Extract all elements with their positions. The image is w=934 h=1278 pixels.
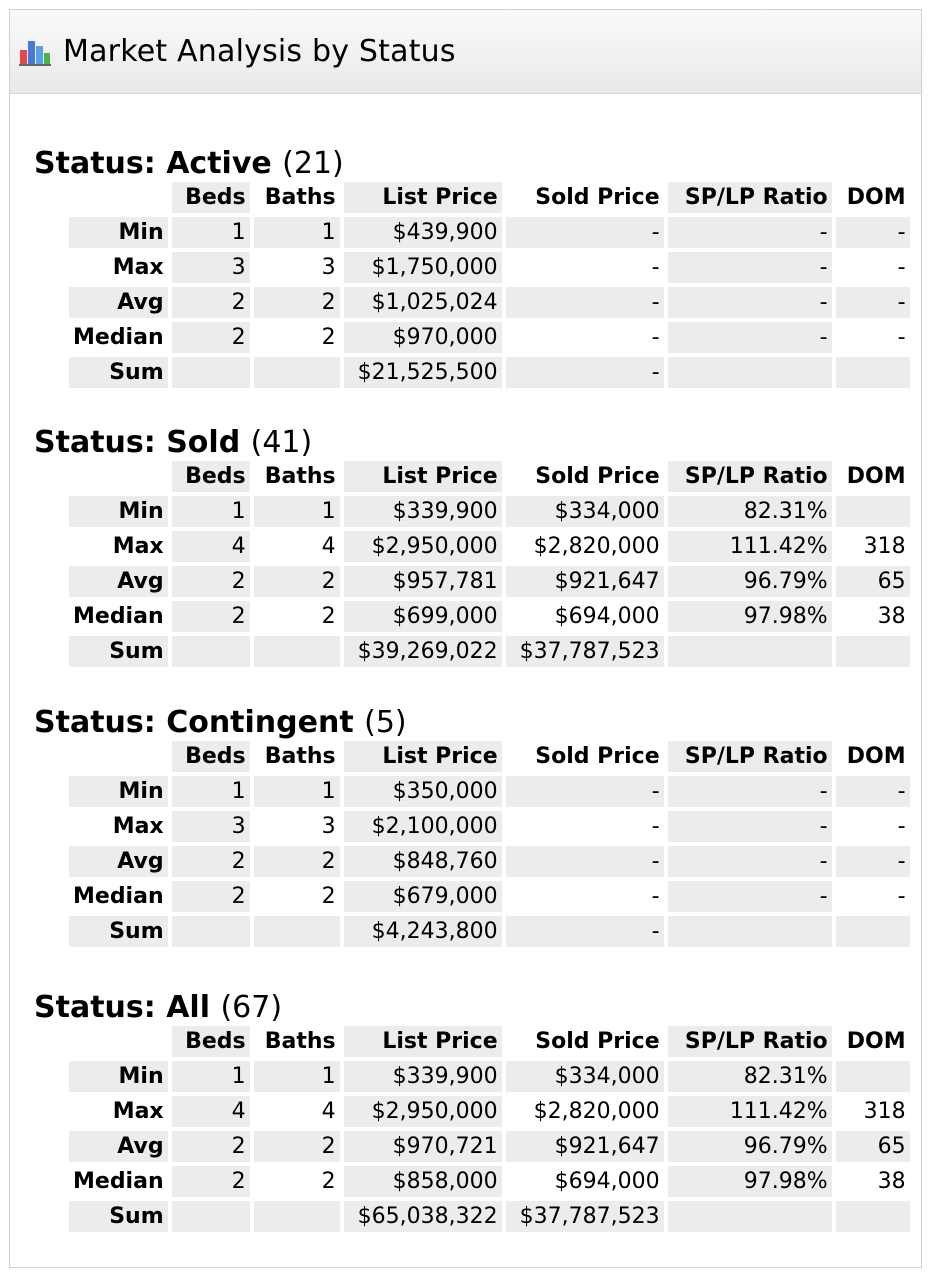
col-header-sold-price: Sold Price [535, 744, 660, 769]
cell-beds: 2 [172, 1131, 250, 1162]
row-label: Median [73, 325, 164, 350]
cell-baths: 2 [254, 287, 340, 318]
row-label: Avg [69, 1131, 168, 1162]
cell-list-price: $21,525,500 [344, 357, 502, 388]
cell-sold-price: $694,000 [554, 604, 660, 629]
table-row [69, 322, 910, 353]
cell-sp-lp-ratio: 82.31% [668, 1061, 832, 1092]
cell-dom: 65 [836, 566, 910, 597]
cell-sp-lp-ratio [668, 1201, 832, 1232]
col-header-sp-lp-ratio: SP/LP Ratio [668, 741, 832, 772]
cell-beds: 3 [172, 252, 250, 283]
cell-list-price: $2,950,000 [344, 531, 502, 562]
cell-list-price: $858,000 [344, 1166, 502, 1197]
row-label: Median [73, 1169, 164, 1194]
table-row [69, 1096, 910, 1127]
cell-list-price: $339,900 [344, 1061, 502, 1092]
col-header-beds: Beds [172, 461, 250, 492]
cell-dom: - [836, 776, 910, 807]
cell-beds: 1 [172, 1061, 250, 1092]
cell-list-price: $2,950,000 [344, 1096, 502, 1127]
table-row [69, 566, 910, 597]
table-row [69, 252, 910, 283]
cell-sold-price: - [651, 325, 660, 350]
table-row [69, 496, 910, 527]
cell-list-price: $679,000 [344, 881, 502, 912]
col-header-sold-price: Sold Price [535, 464, 660, 489]
cell-dom [836, 636, 910, 667]
cell-sold-price: $694,000 [554, 1169, 660, 1194]
cell-beds: 4 [172, 1096, 250, 1127]
section-count: (21) [282, 146, 344, 181]
cell-list-price: $848,760 [344, 846, 502, 877]
cell-dom [836, 496, 910, 527]
cell-beds: 3 [172, 811, 250, 842]
row-label: Sum [69, 916, 168, 947]
cell-baths: 2 [254, 566, 340, 597]
cell-baths: 2 [321, 1169, 336, 1194]
cell-sold-price: - [506, 916, 664, 947]
col-header-list-price: List Price [344, 461, 502, 492]
table-row [69, 811, 910, 842]
cell-sold-price: $921,647 [506, 1131, 664, 1162]
panel-title: Market Analysis by Status [63, 34, 456, 69]
cell-baths: 1 [254, 217, 340, 248]
cell-beds: 1 [172, 217, 250, 248]
cell-list-price: $339,900 [344, 496, 502, 527]
row-label: Max [112, 814, 164, 839]
table-row [69, 1131, 910, 1162]
table-header-row [69, 461, 910, 492]
cell-beds: 2 [172, 566, 250, 597]
row-label: Sum [69, 357, 168, 388]
col-header-sold-price: Sold Price [535, 1029, 660, 1054]
stats-table [65, 737, 914, 951]
row-label: Avg [69, 846, 168, 877]
col-header-beds: Beds [172, 182, 250, 213]
cell-sold-price: $37,787,523 [506, 1201, 664, 1232]
cell-dom [836, 916, 910, 947]
cell-baths: 2 [254, 846, 340, 877]
table-row [69, 287, 910, 318]
table-row [69, 881, 910, 912]
row-label: Max [112, 1099, 164, 1124]
col-header-list-price: List Price [344, 741, 502, 772]
cell-sold-price: $334,000 [506, 496, 664, 527]
table-row [69, 1166, 910, 1197]
status-section-active [34, 144, 914, 392]
table-row [69, 217, 910, 248]
col-header-list-price: List Price [344, 1026, 502, 1057]
col-header-baths: Baths [264, 464, 336, 489]
cell-dom: - [836, 217, 910, 248]
cell-sold-price: - [506, 217, 664, 248]
cell-baths: 1 [254, 1061, 340, 1092]
cell-sold-price: $2,820,000 [533, 534, 660, 559]
table-row [69, 357, 910, 388]
cell-beds [172, 636, 250, 667]
cell-sp-lp-ratio: - [668, 287, 832, 318]
row-label: Median [73, 884, 164, 909]
col-header-baths: Baths [264, 1029, 336, 1054]
cell-sold-price: - [506, 357, 664, 388]
cell-sp-lp-ratio: - [668, 846, 832, 877]
cell-sold-price: - [651, 814, 660, 839]
cell-sp-lp-ratio: - [668, 252, 832, 283]
col-header-dom: DOM [846, 185, 906, 210]
col-header-list-price: List Price [344, 182, 502, 213]
cell-baths: 4 [321, 534, 336, 559]
cell-dom: 65 [836, 1131, 910, 1162]
cell-beds: 2 [172, 322, 250, 353]
cell-list-price: $2,100,000 [344, 811, 502, 842]
section-count: (5) [364, 705, 407, 740]
cell-dom: 38 [877, 604, 906, 629]
cell-dom: - [897, 884, 906, 909]
cell-dom: - [836, 287, 910, 318]
table-header-row [69, 1026, 910, 1057]
stats-table [65, 1022, 914, 1236]
col-header-beds: Beds [172, 741, 250, 772]
table-header-row [69, 741, 910, 772]
section-count: (67) [220, 990, 283, 1025]
cell-baths: 2 [321, 884, 336, 909]
cell-sp-lp-ratio: 97.98% [668, 1166, 832, 1197]
cell-baths: 2 [321, 325, 336, 350]
cell-baths: 1 [254, 496, 340, 527]
cell-sp-lp-ratio: - [668, 881, 832, 912]
col-header-sp-lp-ratio: SP/LP Ratio [668, 1026, 832, 1057]
row-label: Median [73, 604, 164, 629]
cell-sp-lp-ratio: 96.79% [668, 566, 832, 597]
status-section-contingent [34, 703, 914, 951]
cell-sp-lp-ratio: - [668, 217, 832, 248]
table-row [69, 601, 910, 632]
cell-sold-price: - [506, 846, 664, 877]
cell-list-price: $699,000 [344, 601, 502, 632]
cell-sp-lp-ratio: - [668, 322, 832, 353]
cell-sold-price: - [651, 884, 660, 909]
panel-header [10, 10, 921, 94]
row-label: Max [112, 534, 164, 559]
col-header-dom: DOM [846, 744, 906, 769]
row-label: Min [69, 217, 168, 248]
cell-sold-price: - [651, 255, 660, 280]
cell-beds: 1 [172, 776, 250, 807]
cell-sold-price: - [506, 776, 664, 807]
cell-list-price: $970,721 [344, 1131, 502, 1162]
row-label: Avg [69, 566, 168, 597]
cell-dom [836, 357, 910, 388]
cell-sold-price: $921,647 [506, 566, 664, 597]
stats-table [65, 178, 914, 392]
section-count: (41) [250, 425, 313, 460]
cell-list-price: $970,000 [344, 322, 502, 353]
table-row [69, 776, 910, 807]
cell-baths [254, 916, 340, 947]
cell-baths [254, 636, 340, 667]
cell-dom: - [897, 255, 906, 280]
table-header-row [69, 182, 910, 213]
row-label: Min [69, 1061, 168, 1092]
cell-baths: 1 [254, 776, 340, 807]
cell-list-price: $350,000 [344, 776, 502, 807]
cell-list-price: $39,269,022 [344, 636, 502, 667]
cell-list-price: $439,900 [344, 217, 502, 248]
cell-sp-lp-ratio: 96.79% [668, 1131, 832, 1162]
cell-dom: 318 [863, 534, 906, 559]
cell-list-price: $65,038,322 [344, 1201, 502, 1232]
cell-beds: 1 [172, 496, 250, 527]
cell-dom: 38 [877, 1169, 906, 1194]
cell-sold-price: $2,820,000 [533, 1099, 660, 1124]
cell-sp-lp-ratio: - [668, 811, 832, 842]
cell-beds: 2 [172, 601, 250, 632]
cell-sp-lp-ratio: 111.42% [668, 1096, 832, 1127]
col-header-baths: Baths [264, 744, 336, 769]
cell-list-price: $4,243,800 [344, 916, 502, 947]
cell-beds: 2 [172, 287, 250, 318]
cell-baths: 3 [321, 255, 336, 280]
row-label: Min [69, 776, 168, 807]
cell-beds [172, 357, 250, 388]
cell-dom: - [897, 814, 906, 839]
table-row [69, 636, 910, 667]
cell-dom: - [897, 325, 906, 350]
cell-sp-lp-ratio: 97.98% [668, 601, 832, 632]
row-label: Avg [69, 287, 168, 318]
cell-beds [172, 916, 250, 947]
col-header-dom: DOM [846, 464, 906, 489]
cell-dom: 318 [863, 1099, 906, 1124]
bar-chart-icon [19, 38, 51, 66]
cell-sold-price: $37,787,523 [506, 636, 664, 667]
cell-beds: 2 [172, 881, 250, 912]
col-header-sp-lp-ratio: SP/LP Ratio [668, 461, 832, 492]
cell-sp-lp-ratio [668, 636, 832, 667]
market-analysis-panel [9, 9, 922, 1268]
table-row [69, 1061, 910, 1092]
cell-sp-lp-ratio [668, 916, 832, 947]
cell-sp-lp-ratio: 111.42% [668, 531, 832, 562]
cell-beds: 2 [172, 1166, 250, 1197]
cell-sold-price: - [506, 287, 664, 318]
cell-baths: 2 [321, 604, 336, 629]
cell-sp-lp-ratio [668, 357, 832, 388]
cell-beds: 4 [172, 531, 250, 562]
cell-beds [172, 1201, 250, 1232]
cell-list-price: $957,781 [344, 566, 502, 597]
col-header-baths: Baths [264, 185, 336, 210]
cell-list-price: $1,750,000 [344, 252, 502, 283]
row-label: Max [112, 255, 164, 280]
table-row [69, 1201, 910, 1232]
cell-baths [254, 357, 340, 388]
row-label: Sum [69, 1201, 168, 1232]
section-label: Status: Sold [34, 425, 241, 460]
col-header-beds: Beds [172, 1026, 250, 1057]
section-label: Status: Contingent [34, 705, 354, 740]
cell-beds: 2 [172, 846, 250, 877]
col-header-sold-price: Sold Price [535, 185, 660, 210]
cell-baths: 4 [321, 1099, 336, 1124]
cell-dom: - [836, 846, 910, 877]
section-label: Status: All [34, 990, 210, 1025]
table-row [69, 916, 910, 947]
row-label: Sum [69, 636, 168, 667]
cell-baths [254, 1201, 340, 1232]
section-label: Status: Active [34, 146, 272, 181]
stats-table [65, 457, 914, 671]
table-row [69, 846, 910, 877]
cell-dom [836, 1061, 910, 1092]
row-label: Min [69, 496, 168, 527]
cell-baths: 3 [321, 814, 336, 839]
cell-sold-price: $334,000 [506, 1061, 664, 1092]
status-section-all [34, 988, 914, 1236]
cell-list-price: $1,025,024 [344, 287, 502, 318]
cell-sp-lp-ratio: - [668, 776, 832, 807]
col-header-dom: DOM [846, 1029, 906, 1054]
status-section-sold [34, 423, 914, 671]
table-row [69, 531, 910, 562]
col-header-sp-lp-ratio: SP/LP Ratio [668, 182, 832, 213]
cell-baths: 2 [254, 1131, 340, 1162]
cell-dom [836, 1201, 910, 1232]
cell-sp-lp-ratio: 82.31% [668, 496, 832, 527]
